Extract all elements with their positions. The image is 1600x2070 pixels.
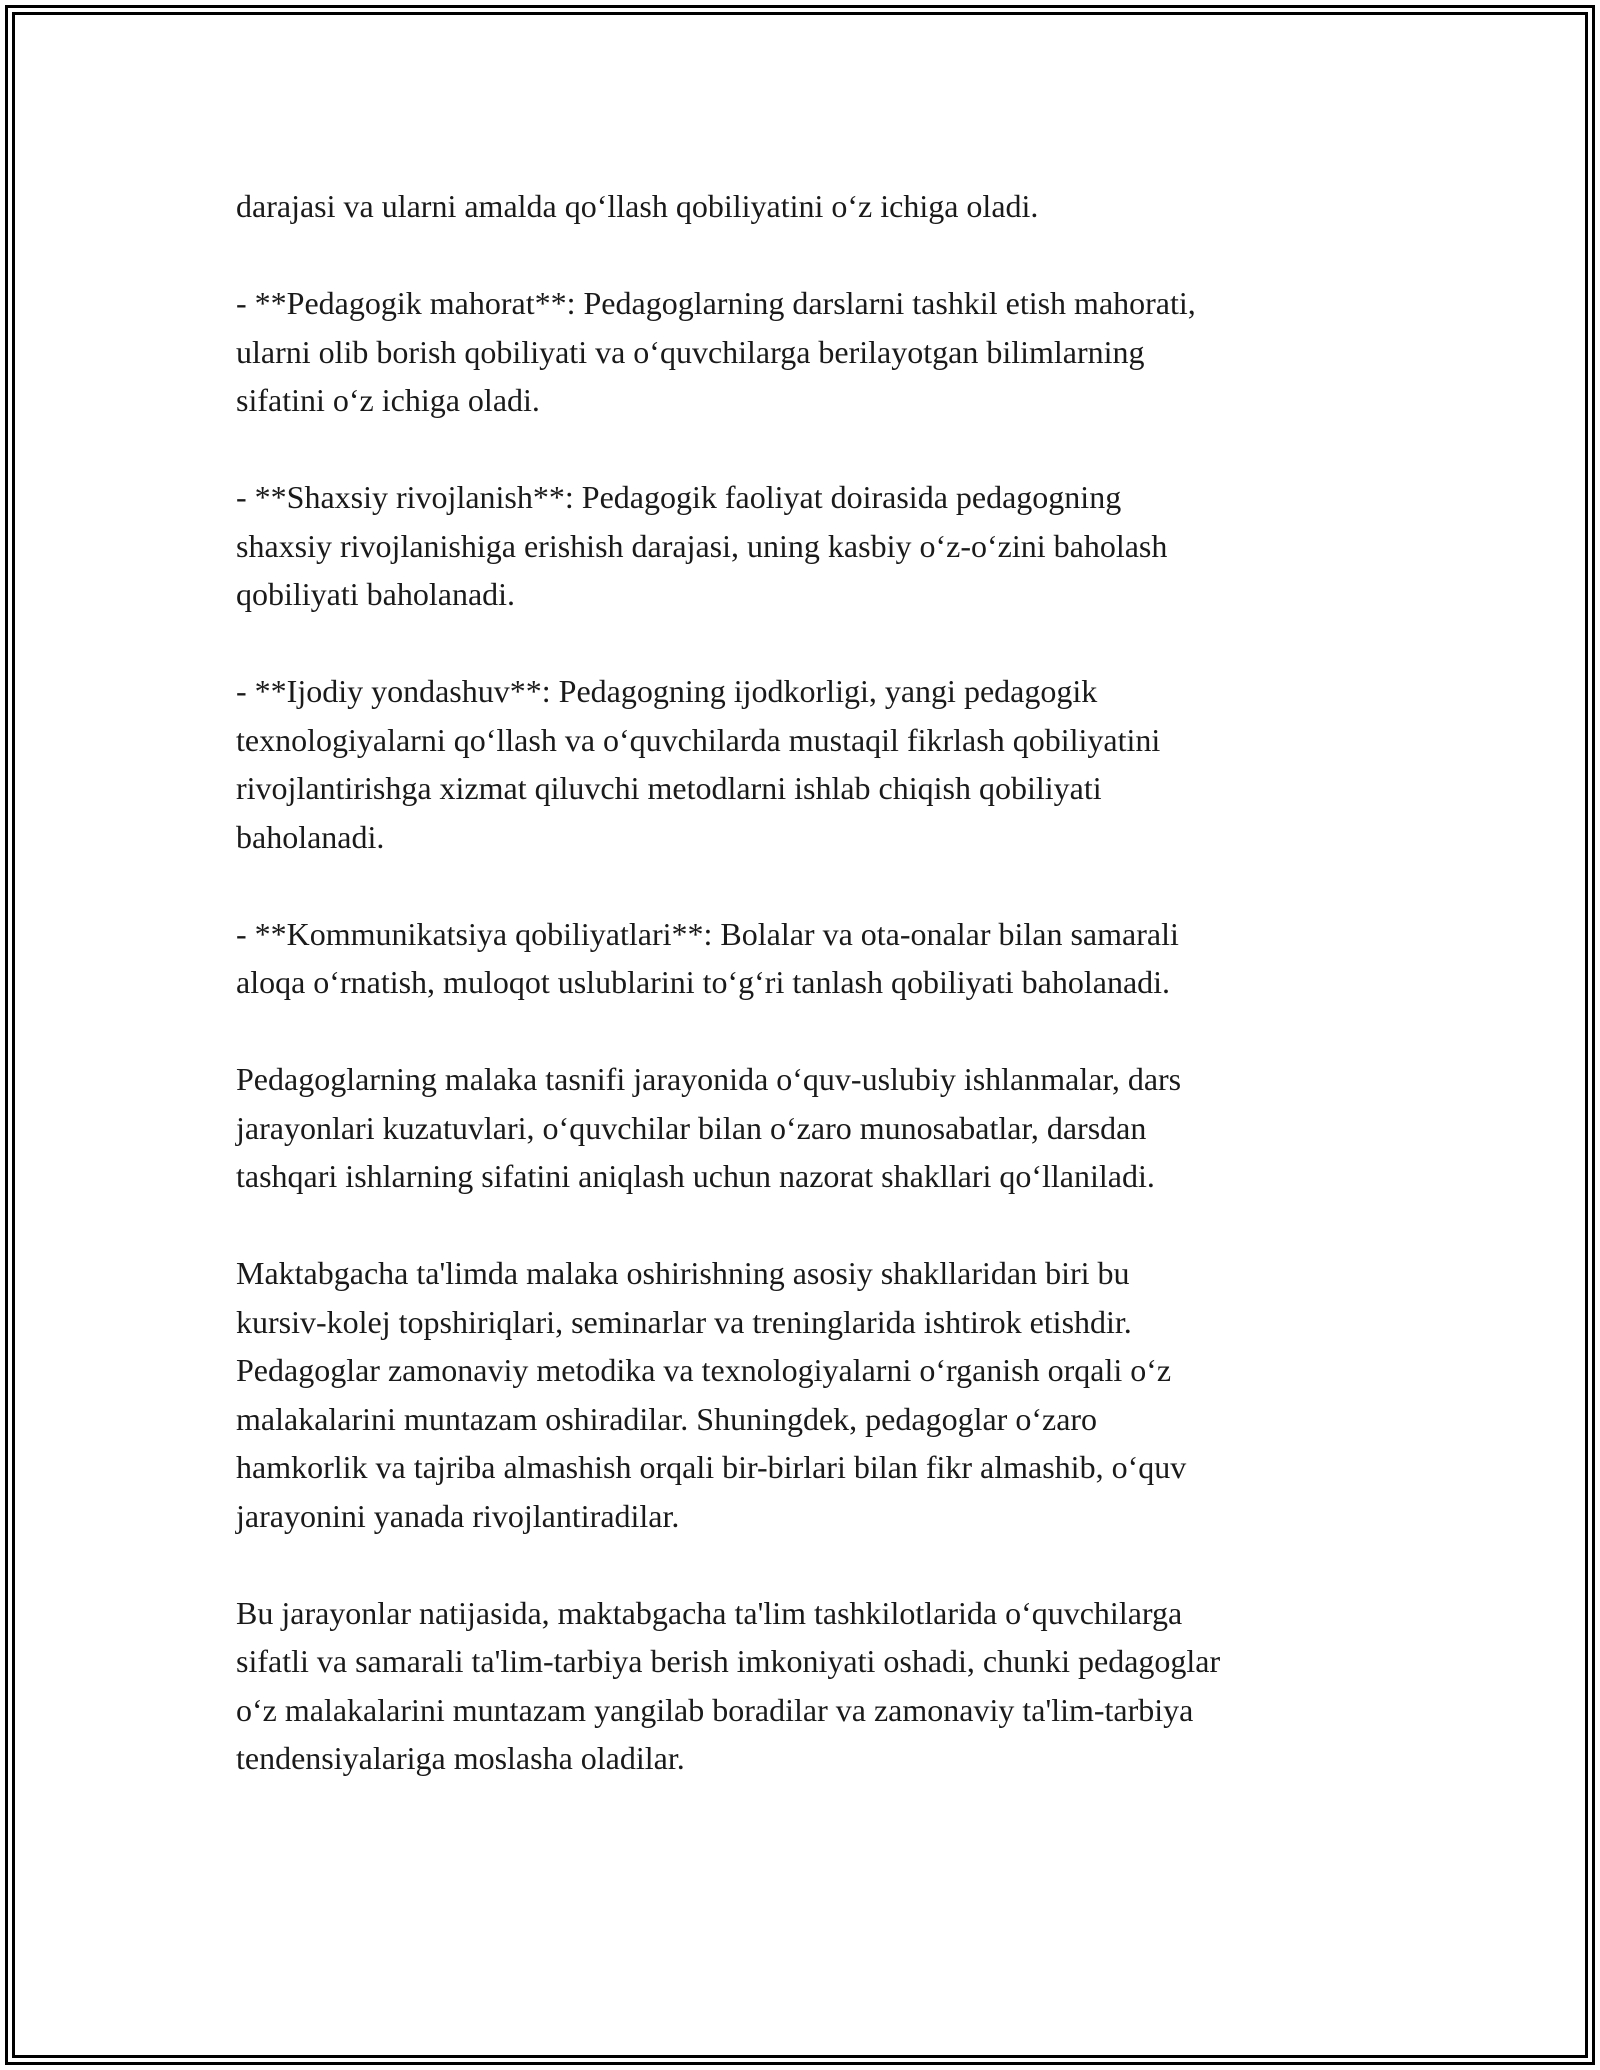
paragraph (236, 667, 1376, 861)
text-line: - **Kommunikatsiya qobiliyatlari**: Bolalar va ota-onalar bilan samarali (236, 915, 1179, 952)
text-line: texnologiyalarni qo‘llash va o‘quvchilarda mustaqil fikrlash qobiliyatini (236, 721, 1161, 758)
document-body (236, 182, 1376, 1831)
text-line: Pedagoglarning malaka tasnifi jarayonida o‘quv-uslubiy ishlanmalar, dars (236, 1061, 1182, 1097)
text-line: - **Shaxsiy rivojlanish**: Pedagogik faoliyat doirasida pedagogning (236, 479, 1122, 515)
text-line: malakalarini muntazam oshiradilar. Shuningdek, pedagoglar o‘zaro (236, 1400, 1098, 1437)
text-line: jarayonini yanada rivojlantiradilar. (236, 1497, 680, 1534)
text-line: qobiliyati baholanadi. (236, 576, 516, 612)
text-line: Bu jarayonlar natijasida, maktabgacha ta'lim tashkilotlarida o‘quvchilarga (236, 1594, 1183, 1631)
text-line: tashqari ishlarning sifatini aniqlash uchun nazorat shakllari qo‘llaniladi. (236, 1158, 1155, 1194)
text-line: rivojlantirishga xizmat qiluvchi metodlarni ishlab chiqish qobiliyati (236, 770, 1102, 806)
paragraph (236, 1055, 1376, 1201)
paragraph (236, 473, 1376, 619)
text-line: darajasi va ularni amalda qo‘llash qobiliyatini o‘z ichiga oladi. (236, 188, 1039, 224)
text-line: Maktabgacha ta'limda malaka oshirishning asosiy shakllaridan biri bu (236, 1255, 1130, 1291)
text-line: jarayonlari kuzatuvlari, o‘quvchilar bilan o‘zaro munosabatlar, darsdan (236, 1109, 1147, 1146)
text-line: tendensiyalariga moslasha oladilar. (236, 1740, 685, 1776)
text-line: sifatini o‘z ichiga oladi. (236, 382, 540, 418)
text-line: sifatli va samarali ta'lim-tarbiya berish imkoniyati oshadi, chunki pedagoglar (236, 1643, 1221, 1679)
text-line: - **Pedagogik mahorat**: Pedagoglarning darslarni tashkil etish mahorati, (236, 285, 1196, 321)
paragraph (236, 910, 1376, 1007)
paragraph (236, 182, 1376, 231)
text-line: kursiv-kolej topshiriqlari, seminarlar va treninglarida ishtirok etishdir. (236, 1303, 1132, 1340)
text-line: hamkorlik va tajriba almashish orqali bir-birlari bilan fikr almashib, o‘quv (236, 1449, 1187, 1485)
text-line: baholanadi. (236, 818, 385, 855)
text-line: ularni olib borish qobiliyati va o‘quvchilarga berilayotgan bilimlarning (236, 333, 1145, 370)
text-line: aloqa o‘rnatish, muloqot uslublarini to‘g‘ri tanlash qobiliyati baholanadi. (236, 964, 1171, 1000)
paragraph (236, 279, 1376, 425)
text-line: Pedagoglar zamonaviy metodika va texnologiyalarni o‘rganish orqali o‘z (236, 1352, 1172, 1388)
paragraph (236, 1589, 1376, 1783)
text-line: shaxsiy rivojlanishiga erishish darajasi, uning kasbiy o‘z-o‘zini baholash (236, 527, 1168, 564)
paragraph (236, 1249, 1376, 1540)
text-line: - **Ijodiy yondashuv**: Pedagogning ijodkorligi, yangi pedagogik (236, 673, 1098, 709)
text-line: o‘z malakalarini muntazam yangilab boradilar va zamonaviy ta'lim-tarbiya (236, 1691, 1194, 1728)
